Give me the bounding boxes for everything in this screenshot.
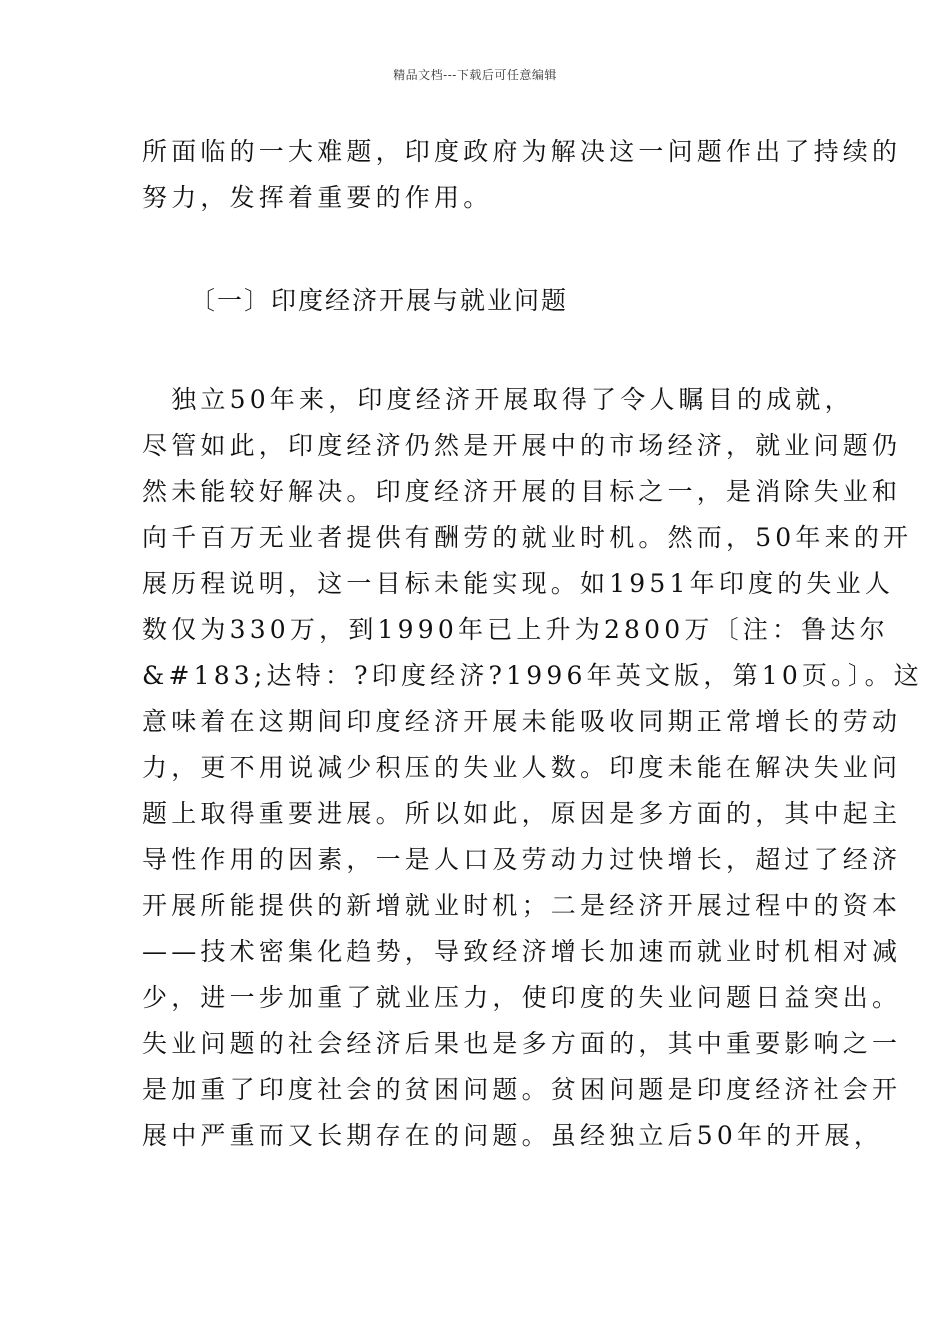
- body-line: ——技术密集化趋势，导致经济增长加速而就业时机相对减: [142, 937, 902, 966]
- page-header: 精品文档---下载后可任意编辑: [393, 68, 557, 82]
- intro-line: 努力，发挥着重要的作用。: [142, 183, 493, 212]
- body-line: 向千百万无业者提供有酬劳的就业时机。然而，50年来的开: [142, 523, 913, 552]
- body-line: 尽管如此，印度经济仍然是开展中的市场经济，就业问题仍: [142, 431, 902, 460]
- body-line: 失业问题的社会经济后果也是多方面的，其中重要影响之一: [142, 1029, 902, 1058]
- intro-line: 所面临的一大难题，印度政府为解决这一问题作出了持续的: [142, 137, 902, 166]
- body-line: 展历程说明，这一目标未能实现。如1951年印度的失业人: [142, 569, 895, 598]
- body-line: 意味着在这期间印度经济开展未能吸收同期正常增长的劳动: [142, 707, 902, 736]
- body-line: 少，进一步加重了就业压力，使印度的失业问题日益突出。: [142, 983, 902, 1012]
- body-line: 开展所能提供的新增就业时机；二是经济开展过程中的资本: [142, 891, 902, 920]
- body-line: 导性作用的因素，一是人口及劳动力过快增长，超过了经济: [142, 845, 902, 874]
- body-line: 题上取得重要进展。所以如此，原因是多方面的，其中起主: [142, 799, 902, 828]
- body-line: 力，更不用说减少积压的失业人数。印度未能在解决失业问: [142, 753, 902, 782]
- body-line: 然未能较好解决。印度经济开展的目标之一，是消除失业和: [142, 477, 902, 506]
- body-line: &#183;达特：?印度经济?1996年英文版，第10页。〕。这: [142, 661, 923, 690]
- body-line: 数仅为330万，到1990年已上升为2800万〔注：鲁达尔: [142, 615, 889, 644]
- section-heading: 〔一〕印度经济开展与就业问题: [190, 286, 569, 315]
- body-line: 是加重了印度社会的贫困问题。贫困问题是印度经济社会开: [142, 1075, 902, 1104]
- body-line: 展中严重而又长期存在的问题。虽经独立后50年的开展，: [142, 1121, 884, 1150]
- body-line: 独立50年来，印度经济开展取得了令人瞩目的成就，: [142, 385, 854, 414]
